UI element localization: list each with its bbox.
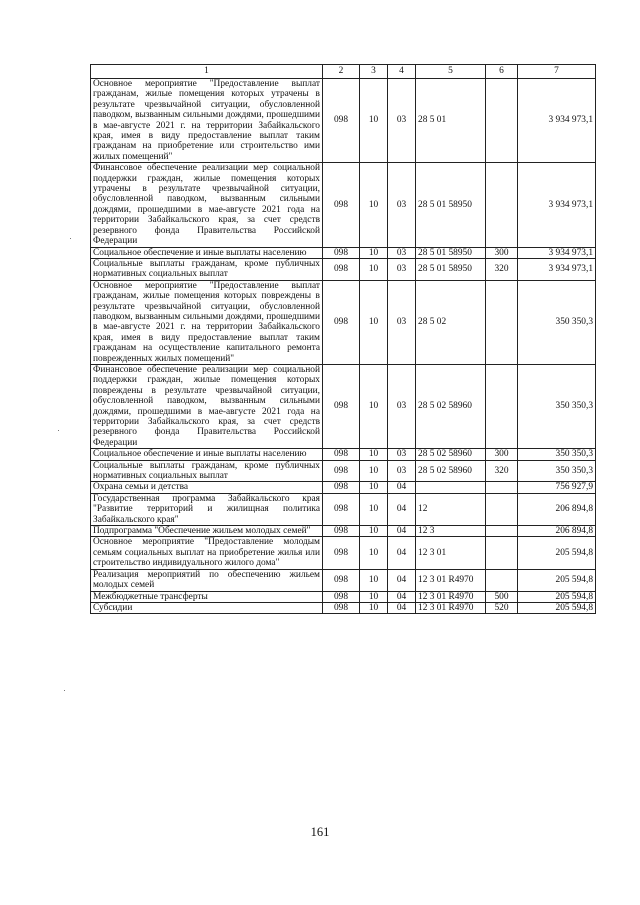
- row-pr: 04: [388, 569, 416, 591]
- row-grbs: 098: [323, 280, 360, 364]
- row-vr: 320: [486, 258, 518, 280]
- row-rz: 10: [360, 258, 388, 280]
- row-vr: [486, 569, 518, 591]
- row-csr: 12 3: [416, 526, 486, 537]
- row-name: Государственная программа Забайкальского края "Развитие территорий и жилищная политика Забайкальского края": [91, 493, 323, 525]
- row-name: Финансовое обеспечение реализации мер социальной поддержки граждан, жилые помещения которых утрачены в результате чрезвычайной ситуации, обусловленной паводком, вызванным сильными дождями, прошедшими в мае-августе 2021 года на территории Забайкальского края, за счет средств резервного фонда Правительства Российской Федерации: [91, 163, 323, 247]
- table-row: [91, 591, 596, 602]
- row-sum: 350 350,3: [518, 280, 596, 364]
- column-header: 3: [360, 65, 388, 79]
- table-row: [91, 163, 596, 247]
- row-rz: 10: [360, 493, 388, 525]
- row-vr: 500: [486, 591, 518, 602]
- table-row: [91, 526, 596, 537]
- row-sum: 205 594,8: [518, 569, 596, 591]
- table-row: [91, 569, 596, 591]
- table-row: [91, 449, 596, 460]
- row-vr: [486, 280, 518, 364]
- row-vr: 320: [486, 460, 518, 482]
- row-vr: [486, 79, 518, 163]
- row-rz: 10: [360, 163, 388, 247]
- row-grbs: 098: [323, 247, 360, 258]
- row-name: Социальные выплаты гражданам, кроме публичных нормативных социальных выплат: [91, 258, 323, 280]
- row-csr: [416, 482, 486, 493]
- row-name: Основное мероприятие "Предоставление выплат гражданам, жилые помещения которых утрачены в результате чрезвычайной ситуации, обусловленной паводком, вызванным сильными дождями, прошедшими в мае-августе 2021 г. на территории Забайкальского края, имея в виду предоставление выплат таким гражданам на приобретение или строительство ими жилых помещений": [91, 79, 323, 163]
- row-rz: 10: [360, 591, 388, 602]
- row-rz: 10: [360, 569, 388, 591]
- row-csr: 28 5 02 58960: [416, 460, 486, 482]
- row-csr: 28 5 02: [416, 280, 486, 364]
- row-sum: 205 594,8: [518, 537, 596, 569]
- row-rz: 10: [360, 460, 388, 482]
- row-pr: 04: [388, 537, 416, 569]
- row-sum: 3 934 973,1: [518, 258, 596, 280]
- row-grbs: 098: [323, 493, 360, 525]
- row-pr: 03: [388, 258, 416, 280]
- row-csr: 28 5 01 58950: [416, 247, 486, 258]
- row-vr: [486, 537, 518, 569]
- row-name: Межбюджетные трансферты: [91, 591, 323, 602]
- row-sum: 205 594,8: [518, 591, 596, 602]
- row-vr: 300: [486, 247, 518, 258]
- row-rz: 10: [360, 79, 388, 163]
- row-grbs: 098: [323, 79, 360, 163]
- table-row: [91, 280, 596, 364]
- row-sum: 206 894,8: [518, 493, 596, 525]
- budget-table: [90, 64, 596, 614]
- row-name: Реализация мероприятий по обеспечению жильем молодых семей: [91, 569, 323, 591]
- row-name: Подпрограмма "Обеспечение жильем молодых семей": [91, 526, 323, 537]
- row-name: Основное мероприятие "Предоставление молодым семьям социальных выплат на приобретение жилья или строительство индивидуального жилого дома": [91, 537, 323, 569]
- row-sum: 206 894,8: [518, 526, 596, 537]
- column-header: 5: [416, 65, 486, 79]
- table-header-row: [91, 65, 596, 79]
- row-sum: 3 934 973,1: [518, 247, 596, 258]
- row-pr: 04: [388, 591, 416, 602]
- row-pr: 03: [388, 280, 416, 364]
- column-header: 7: [518, 65, 596, 79]
- row-rz: 10: [360, 537, 388, 569]
- row-name: Субсидии: [91, 602, 323, 613]
- table-row: [91, 364, 596, 448]
- row-vr: [486, 163, 518, 247]
- row-pr: 03: [388, 79, 416, 163]
- table-row: [91, 79, 596, 163]
- row-pr: 03: [388, 163, 416, 247]
- table-row: [91, 460, 596, 482]
- table-row: [91, 602, 596, 613]
- row-csr: 12: [416, 493, 486, 525]
- row-name: Основное мероприятие "Предоставление выплат гражданам, жилые помещения которых повреждены в результате чрезвычайной ситуации, обусловленной паводком, вызванным сильными дождями, прошедшими в мае-августе 2021 г. на территории Забайкальского края, имея в виду предоставление выплат таким гражданам на осуществление капитального ремонта поврежденных жилых помещений": [91, 280, 323, 364]
- row-vr: [486, 493, 518, 525]
- table-row: [91, 247, 596, 258]
- row-csr: 28 5 01 58950: [416, 163, 486, 247]
- row-grbs: 098: [323, 460, 360, 482]
- column-header: 1: [91, 65, 323, 79]
- row-pr: 03: [388, 364, 416, 448]
- row-rz: 10: [360, 482, 388, 493]
- row-rz: 10: [360, 364, 388, 448]
- row-pr: 04: [388, 493, 416, 525]
- table-row: [91, 493, 596, 525]
- row-grbs: 098: [323, 526, 360, 537]
- row-csr: 28 5 01: [416, 79, 486, 163]
- row-grbs: 098: [323, 569, 360, 591]
- row-rz: 10: [360, 526, 388, 537]
- row-sum: 350 350,3: [518, 449, 596, 460]
- row-grbs: 098: [323, 163, 360, 247]
- row-pr: 03: [388, 449, 416, 460]
- row-csr: 28 5 02 58960: [416, 449, 486, 460]
- row-grbs: 098: [323, 449, 360, 460]
- row-grbs: 098: [323, 482, 360, 493]
- row-vr: [486, 364, 518, 448]
- scan-speck: [64, 690, 65, 691]
- row-sum: 3 934 973,1: [518, 79, 596, 163]
- row-name: Социальное обеспечение и иные выплаты населению: [91, 247, 323, 258]
- row-vr: [486, 526, 518, 537]
- row-sum: 3 934 973,1: [518, 163, 596, 247]
- column-header: 6: [486, 65, 518, 79]
- row-sum: 205 594,8: [518, 602, 596, 613]
- row-vr: 520: [486, 602, 518, 613]
- page-number: 161: [310, 825, 330, 839]
- row-csr: 12 3 01 R4970: [416, 569, 486, 591]
- table-row: [91, 537, 596, 569]
- row-csr: 12 3 01: [416, 537, 486, 569]
- row-sum: 350 350,3: [518, 364, 596, 448]
- row-rz: 10: [360, 247, 388, 258]
- row-rz: 10: [360, 449, 388, 460]
- row-csr: 12 3 01 R4970: [416, 591, 486, 602]
- row-pr: 03: [388, 247, 416, 258]
- row-name: Финансовое обеспечение реализации мер социальной поддержки граждан, жилые помещения которых повреждены в результате чрезвычайной ситуации, обусловленной паводком, вызванным сильными дождями, прошедшими в мае-августе 2021 года на территории Забайкальского края, за счет средств резервного фонда Правительства Российской Федерации: [91, 364, 323, 448]
- row-name: Социальное обеспечение и иные выплаты населению: [91, 449, 323, 460]
- row-pr: 04: [388, 526, 416, 537]
- row-vr: [486, 482, 518, 493]
- row-pr: 04: [388, 602, 416, 613]
- row-pr: 03: [388, 460, 416, 482]
- row-sum: 756 927,9: [518, 482, 596, 493]
- row-pr: 04: [388, 482, 416, 493]
- row-csr: 12 3 01 R4970: [416, 602, 486, 613]
- row-name: Социальные выплаты гражданам, кроме публичных нормативных социальных выплат: [91, 460, 323, 482]
- row-csr: 28 5 02 58960: [416, 364, 486, 448]
- row-grbs: 098: [323, 602, 360, 613]
- scan-speck: [70, 238, 71, 239]
- column-header: 4: [388, 65, 416, 79]
- table-row: [91, 482, 596, 493]
- row-rz: 10: [360, 602, 388, 613]
- row-grbs: 098: [323, 591, 360, 602]
- row-grbs: 098: [323, 258, 360, 280]
- row-grbs: 098: [323, 364, 360, 448]
- row-rz: 10: [360, 280, 388, 364]
- scan-speck: [58, 430, 59, 431]
- column-header: 2: [323, 65, 360, 79]
- table-row: [91, 258, 596, 280]
- row-name: Охрана семьи и детства: [91, 482, 323, 493]
- row-vr: 300: [486, 449, 518, 460]
- row-sum: 350 350,3: [518, 460, 596, 482]
- row-grbs: 098: [323, 537, 360, 569]
- row-csr: 28 5 01 58950: [416, 258, 486, 280]
